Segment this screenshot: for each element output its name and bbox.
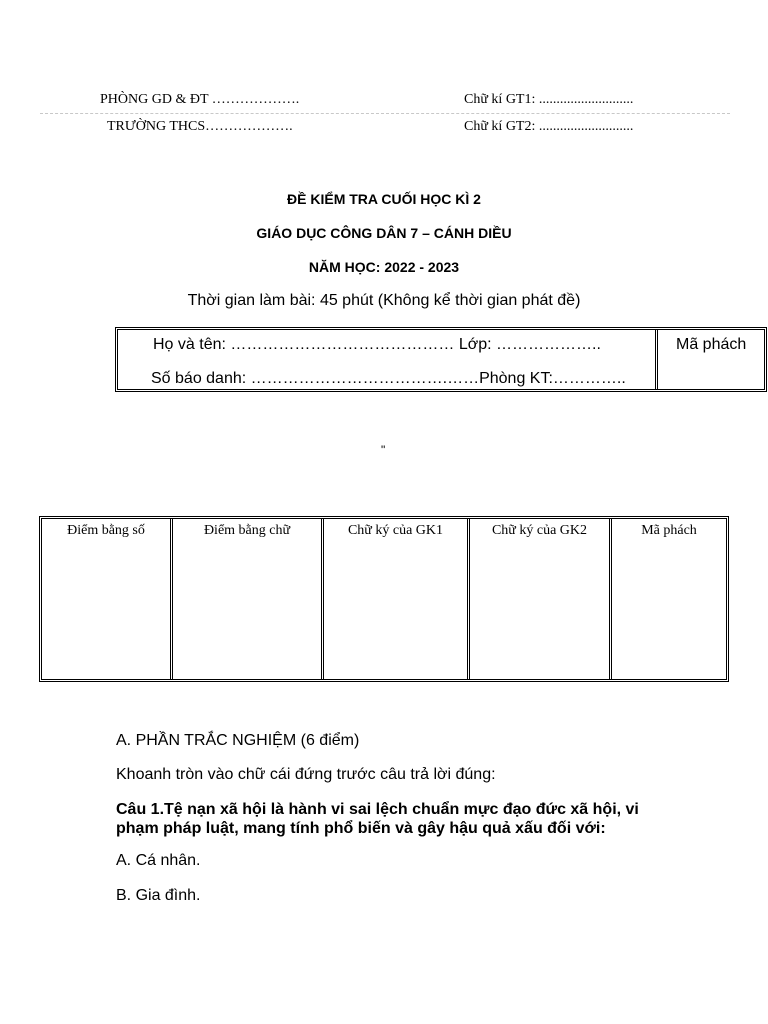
column-divider xyxy=(170,519,173,679)
column-divider xyxy=(609,519,612,679)
col-code: Mã phách xyxy=(641,523,697,538)
exam-title: ĐỀ KIỂM TRA CUỐI HỌC KÌ 2 xyxy=(287,191,481,207)
section-a-heading: A. PHẦN TRẮC NGHIỆM (6 điểm) xyxy=(116,732,360,749)
student-info-box xyxy=(115,327,767,392)
question-1-line-1: Câu 1.Tệ nạn xã hội là hành vi sai lệch chuẩn mực đạo đức xã hội, vi xyxy=(116,801,639,818)
name-class-field[interactable]: Họ và tên: …………………………………… Lớp: ……………….. xyxy=(153,336,601,353)
score-table xyxy=(39,516,729,682)
exam-time: Thời gian làm bài: 45 phút (Không kể thời gian phát đề) xyxy=(187,292,581,309)
question-1-line-2: phạm pháp luật, mang tính phổ biến và gây hậu quả xấu đối với: xyxy=(116,820,606,837)
dept-label: PHÒNG GD & ĐT ………………. xyxy=(100,92,300,107)
candidate-number-field[interactable]: Số báo danh: ……………………………….……Phòng KT:………….. xyxy=(151,370,626,387)
signature-gt2: Chữ kí GT2: ........................... xyxy=(464,119,634,134)
col-score-words: Điểm bằng chữ xyxy=(203,523,291,538)
col-sign-gk1: Chữ ký của GK1 xyxy=(347,523,444,538)
section-a-instruction: Khoanh tròn vào chữ cái đứng trước câu trả lời đúng: xyxy=(116,766,496,783)
school-label: TRƯỜNG THCS………………. xyxy=(107,119,293,134)
col-score-number: Điểm bằng số xyxy=(67,523,145,538)
stray-mark: " xyxy=(381,443,386,457)
code-label: Mã phách xyxy=(676,336,747,353)
option-b[interactable]: B. Gia đình. xyxy=(116,887,201,904)
col-sign-gk2: Chữ ký của GK2 xyxy=(491,523,588,538)
option-a[interactable]: A. Cá nhân. xyxy=(116,852,201,869)
dashed-divider xyxy=(40,113,730,114)
column-divider xyxy=(321,519,324,679)
column-divider xyxy=(467,519,470,679)
info-divider xyxy=(655,330,658,389)
subject-title: GIÁO DỤC CÔNG DÂN 7 – CÁNH DIỀU xyxy=(256,225,512,241)
school-year: NĂM HỌC: 2022 - 2023 xyxy=(308,259,460,275)
signature-gt1: Chữ kí GT1: ........................... xyxy=(464,92,634,107)
